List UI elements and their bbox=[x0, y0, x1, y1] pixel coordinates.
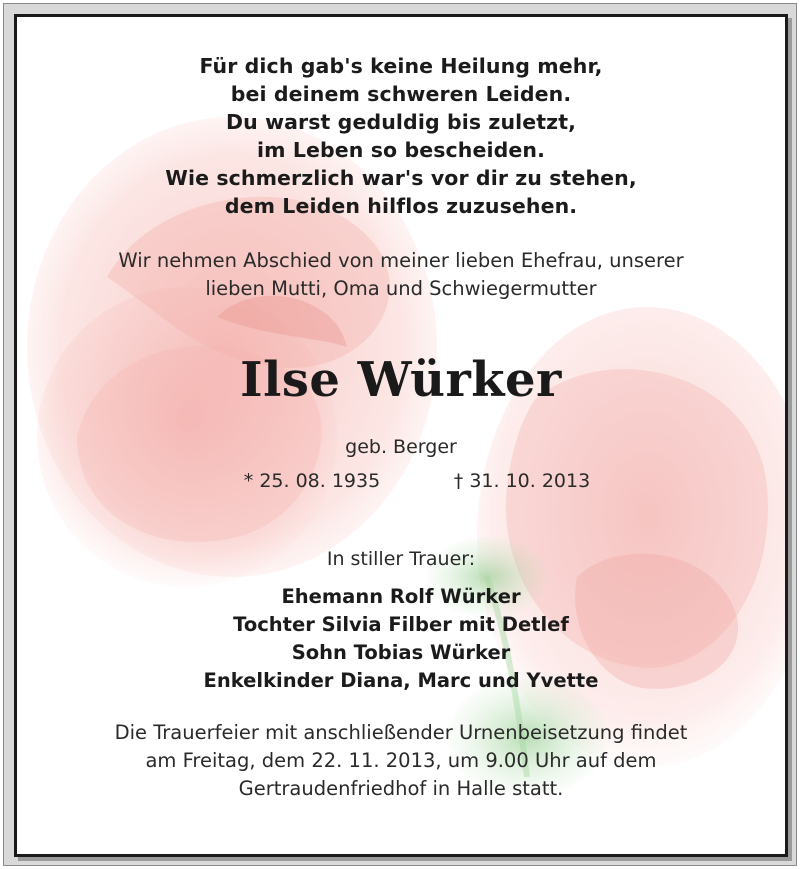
verse-line: Für dich gab's keine Heilung mehr, bbox=[199, 54, 603, 78]
birth-date: * 25. 08. 1935 bbox=[243, 470, 381, 492]
verse-line: dem Leiden hilflos zuzusehen. bbox=[224, 194, 578, 218]
death-date: † 31. 10. 2013 bbox=[453, 470, 591, 492]
ceremony-line: Die Trauerfeier mit anschließender Urnenbeisetzung findet bbox=[114, 721, 688, 744]
verse-line: bei deinem schweren Leiden. bbox=[230, 82, 572, 106]
verse-line: Wie schmerzlich war's vor dir zu stehen, bbox=[165, 166, 637, 190]
intro-line: lieben Mutti, Oma und Schwiegermutter bbox=[205, 277, 597, 300]
verse-line: Du warst geduldig bis zuletzt, bbox=[226, 110, 576, 134]
obituary-content bbox=[17, 17, 785, 854]
deceased-name: Ilse Würker bbox=[240, 352, 562, 408]
mourning-heading: In stiller Trauer: bbox=[326, 548, 476, 570]
family-member: Enkelkinder Diana, Marc und Yvette bbox=[203, 669, 599, 692]
obituary-card bbox=[14, 14, 788, 857]
life-dates bbox=[17, 470, 785, 500]
outer-frame bbox=[3, 3, 797, 866]
maiden-name: geb. Berger bbox=[345, 436, 457, 458]
ceremony-line: Gertraudenfriedhof in Halle statt. bbox=[238, 777, 564, 800]
verse-line: im Leben so bescheiden. bbox=[257, 138, 545, 162]
intro-line: Wir nehmen Abschied von meiner lieben Ehefrau, unserer bbox=[118, 249, 684, 272]
ceremony-line: am Freitag, dem 22. 11. 2013, um 9.00 Uhr auf dem bbox=[145, 749, 657, 772]
family-member: Tochter Silvia Filber mit Detlef bbox=[233, 613, 569, 636]
family-member: Ehemann Rolf Würker bbox=[281, 585, 521, 608]
family-member: Sohn Tobias Würker bbox=[291, 641, 511, 664]
